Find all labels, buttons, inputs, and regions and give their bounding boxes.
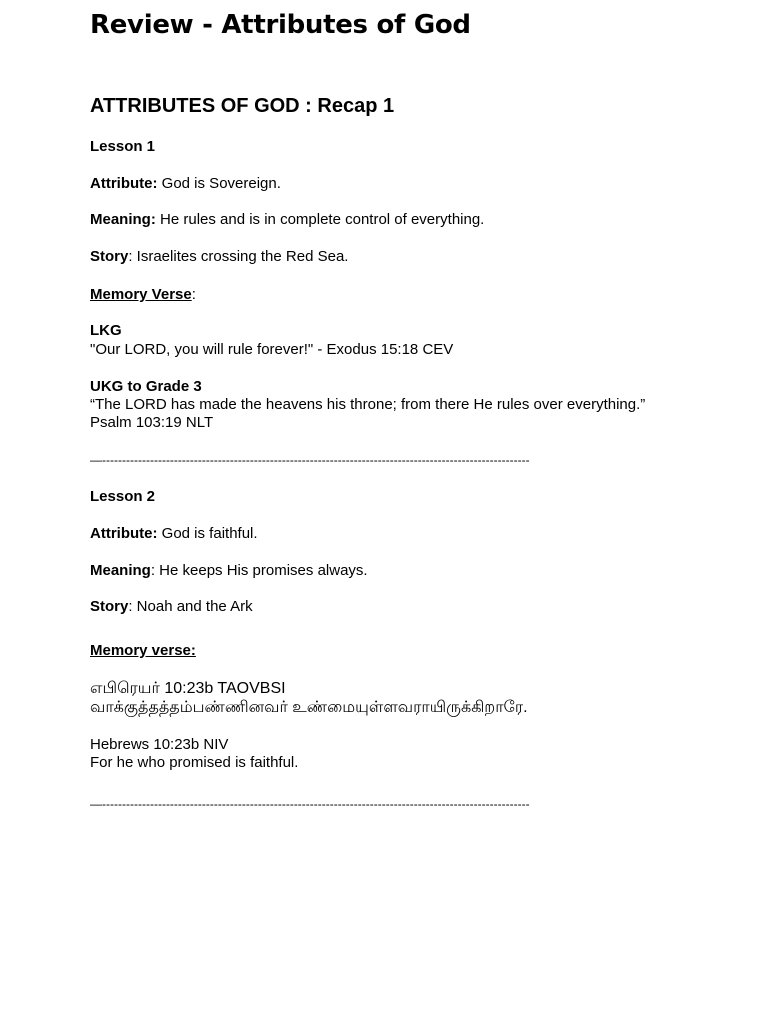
ukg-reference: Psalm 103:19 NLT <box>90 414 214 431</box>
lesson1-story <box>90 248 348 266</box>
tamil-reference: எபிரெயர் 10:23b TAOVBSI <box>90 680 286 697</box>
tamil-verse: வாக்குத்தத்தம்பண்ணினவர் உண்மையுள்ளவராயிருக்கிறாரே. <box>90 699 528 716</box>
document-title: Review - Attributes of God <box>90 10 471 40</box>
lkg-verse: "Our LORD, you will rule forever!" - Exodus 15:18 CEV <box>90 341 454 358</box>
story-label: Story <box>90 248 129 265</box>
ukg-verse: “The LORD has made the heavens his throne; from there He rules over everything.” <box>90 396 646 413</box>
story-value: : Israelites crossing the Red Sea. <box>128 248 349 265</box>
story-value: : Noah and the Ark <box>128 598 253 615</box>
lesson1-attribute <box>90 175 281 193</box>
lesson1-heading: Lesson 1 <box>90 138 156 155</box>
attribute-label: Attribute: <box>90 175 158 192</box>
lesson2-memory-verse-heading: Memory verse: <box>90 642 196 659</box>
lesson2-heading: Lesson 2 <box>90 488 156 505</box>
separator-2: —----------------------------------------------------------------------------------------------------------- <box>90 797 530 811</box>
meaning-value: He rules and is in complete control of everything. <box>155 211 485 228</box>
lesson2-meaning <box>90 562 368 580</box>
story-label: Story <box>90 598 129 615</box>
lesson2-story <box>90 598 253 616</box>
meaning-label: Meaning: <box>90 211 156 228</box>
meaning-value: : He keeps His promises always. <box>150 562 368 579</box>
meaning-label: Meaning <box>90 562 151 579</box>
lesson2-attribute <box>90 525 258 543</box>
lesson1-meaning <box>90 211 484 229</box>
lesson1-memory-verse-heading <box>90 286 196 304</box>
memory-verse-suffix: : <box>191 286 196 303</box>
memory-verse-label: Memory Verse <box>90 286 192 303</box>
separator-1: —----------------------------------------------------------------------------------------------------------- <box>90 453 530 467</box>
english-verse: For he who promised is faithful. <box>90 754 299 771</box>
ukg-label: UKG to Grade 3 <box>90 378 202 395</box>
attribute-value: God is faithful. <box>157 525 258 542</box>
lkg-label: LKG <box>90 322 122 339</box>
english-reference: Hebrews 10:23b NIV <box>90 736 229 753</box>
recap-heading: ATTRIBUTES OF GOD : Recap 1 <box>90 95 395 117</box>
attribute-value: God is Sovereign. <box>157 175 281 192</box>
attribute-label: Attribute: <box>90 525 158 542</box>
